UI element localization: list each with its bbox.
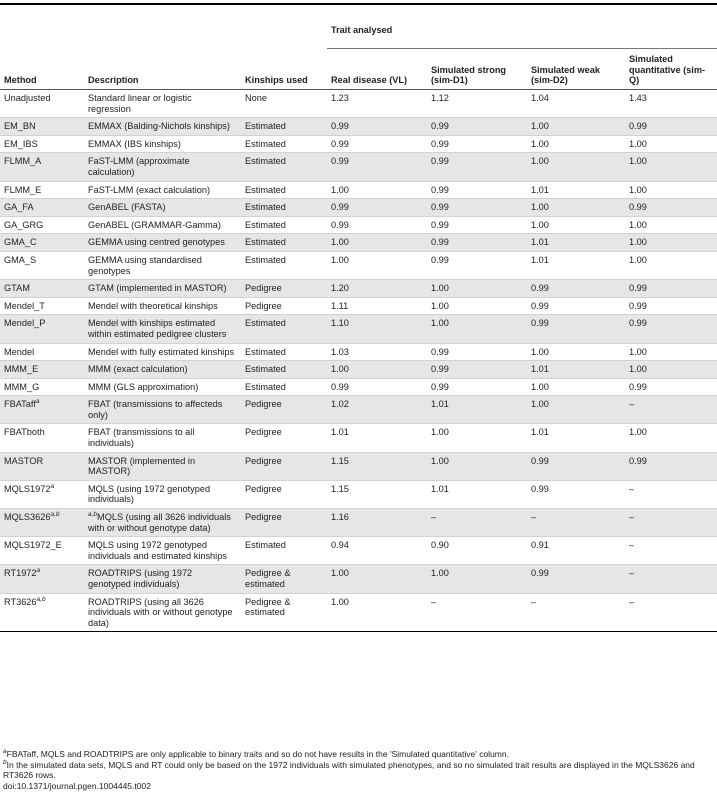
sim-strong-cell: 1.00 [427, 424, 527, 452]
footnote-b: $^b$In the simulated data sets, MQLS and RT could only be based on the 1972 individuals with simulated phenotypes, and so no simulated trait results are displayed in the MQLS3626 and RT3626 rows. [3, 758, 695, 781]
real-disease-cell: 1.00 [327, 234, 427, 252]
method-cell: GTAM [0, 280, 84, 298]
table-row [0, 565, 717, 593]
sim-quantitative-cell: 1.00 [625, 153, 717, 181]
sim-weak-cell: 1.04 [527, 90, 625, 118]
col-header-sim-quantitative: Simulated quantitative (sim-Q) [625, 49, 717, 90]
sim-weak-cell: 1.00 [527, 118, 625, 136]
kinships-cell: Pedigree [241, 509, 327, 537]
sim-quantitative-cell: 1.43 [625, 90, 717, 118]
kinships-cell: Estimated [241, 153, 327, 181]
description-cell: GEMMA using centred genotypes [84, 234, 241, 252]
sim-quantitative-cell: – [625, 593, 717, 632]
sim-weak-cell: 1.00 [527, 343, 625, 361]
sim-quantitative-cell: 1.00 [625, 135, 717, 153]
description-cell: EMMAX (Balding-Nichols kinships) [84, 118, 241, 136]
table-row [0, 315, 717, 343]
footnote-a: $^a$FBATaff, MQLS and ROADTRIPS are only applicable to binary traits and so do not have results in the 'Simulated quantitative' column. [3, 748, 509, 759]
table-row [0, 378, 717, 396]
sim-strong-cell: 1.00 [427, 565, 527, 593]
real-disease-cell: 1.00 [327, 361, 427, 379]
table-row [0, 509, 717, 537]
sim-quantitative-cell: 0.99 [625, 280, 717, 298]
sim-weak-cell: 1.01 [527, 251, 625, 279]
kinships-cell: Pedigree & estimated [241, 565, 327, 593]
footnotes [3, 749, 715, 791]
sim-quantitative-cell: – [625, 565, 717, 593]
description-cell: Standard linear or logistic regression [84, 90, 241, 118]
sim-strong-cell: 1.00 [427, 297, 527, 315]
description-cell: GenABEL (GRAMMAR-Gamma) [84, 216, 241, 234]
real-disease-cell: 0.99 [327, 135, 427, 153]
sim-weak-cell: 1.00 [527, 378, 625, 396]
kinships-cell: Pedigree [241, 280, 327, 298]
kinships-cell: Estimated [241, 537, 327, 565]
sim-weak-cell: 0.99 [527, 297, 625, 315]
sim-weak-cell: 1.00 [527, 153, 625, 181]
method-cell: MQLS1972$^a$ [0, 480, 84, 508]
kinships-cell: Estimated [241, 361, 327, 379]
real-disease-cell: 0.99 [327, 118, 427, 136]
real-disease-cell: 1.00 [327, 565, 427, 593]
kinships-cell: Pedigree & estimated [241, 593, 327, 632]
sim-weak-cell: 1.01 [527, 424, 625, 452]
sim-weak-cell: 0.99 [527, 565, 625, 593]
table-row [0, 452, 717, 480]
method-cell: GA_GRG [0, 216, 84, 234]
col-header-sim-strong: Simulated strong (sim-D1) [427, 49, 527, 90]
sim-strong-cell: 0.99 [427, 378, 527, 396]
header-row-group [0, 18, 717, 49]
kinships-cell: Estimated [241, 378, 327, 396]
sim-quantitative-cell: – [625, 509, 717, 537]
real-disease-cell: 1.00 [327, 251, 427, 279]
table-row [0, 396, 717, 424]
sim-strong-cell: 0.99 [427, 118, 527, 136]
sim-quantitative-cell: 1.00 [625, 361, 717, 379]
description-cell: Mendel with fully estimated kinships [84, 343, 241, 361]
sim-strong-cell: 1.12 [427, 90, 527, 118]
sim-quantitative-cell: 1.00 [625, 216, 717, 234]
sim-strong-cell: 1.00 [427, 315, 527, 343]
real-disease-cell: 1.00 [327, 593, 427, 632]
sim-quantitative-cell: 0.99 [625, 118, 717, 136]
trait-analysed-header: Trait analysed [327, 18, 717, 49]
table-body [0, 90, 717, 632]
table-row [0, 153, 717, 181]
results-table [0, 18, 717, 632]
sim-weak-cell: 1.01 [527, 181, 625, 199]
table-row [0, 234, 717, 252]
real-disease-cell: 1.16 [327, 509, 427, 537]
table-row [0, 118, 717, 136]
real-disease-cell: 1.15 [327, 452, 427, 480]
sim-weak-cell: – [527, 509, 625, 537]
sim-weak-cell: 1.00 [527, 199, 625, 217]
sim-strong-cell: 0.99 [427, 361, 527, 379]
method-cell: FBATaff$^a$ [0, 396, 84, 424]
col-header-description: Description [84, 49, 241, 90]
method-cell: Mendel_T [0, 297, 84, 315]
real-disease-cell: 1.15 [327, 480, 427, 508]
real-disease-cell: 0.94 [327, 537, 427, 565]
kinships-cell: Pedigree [241, 480, 327, 508]
col-header-kinships: Kinships used [241, 49, 327, 90]
kinships-cell: Estimated [241, 234, 327, 252]
table-row [0, 297, 717, 315]
sim-strong-cell: – [427, 593, 527, 632]
kinships-cell: Estimated [241, 216, 327, 234]
col-header-method: Method [0, 49, 84, 90]
kinships-cell: None [241, 90, 327, 118]
table-row [0, 181, 717, 199]
table-row [0, 537, 717, 565]
kinships-cell: Pedigree [241, 396, 327, 424]
sim-strong-cell: 0.99 [427, 234, 527, 252]
sim-weak-cell: 1.01 [527, 234, 625, 252]
table-row [0, 251, 717, 279]
real-disease-cell: 1.10 [327, 315, 427, 343]
real-disease-cell: 1.00 [327, 181, 427, 199]
sim-weak-cell: 0.99 [527, 315, 625, 343]
description-cell: FBAT (transmissions to affecteds only) [84, 396, 241, 424]
method-cell: GMA_C [0, 234, 84, 252]
description-cell: ROADTRIPS (using 1972 genotyped individuals) [84, 565, 241, 593]
description-cell: MASTOR (implemented in MASTOR) [84, 452, 241, 480]
sim-quantitative-cell: 1.00 [625, 234, 717, 252]
description-cell: Mendel with theoretical kinships [84, 297, 241, 315]
description-cell: GTAM (implemented in MASTOR) [84, 280, 241, 298]
sim-quantitative-cell: 0.99 [625, 378, 717, 396]
sim-weak-cell: 0.91 [527, 537, 625, 565]
kinships-cell: Estimated [241, 199, 327, 217]
kinships-cell: Estimated [241, 181, 327, 199]
method-cell: MQLS1972_E [0, 537, 84, 565]
sim-strong-cell: 0.99 [427, 135, 527, 153]
table-row [0, 90, 717, 118]
sim-strong-cell: 1.01 [427, 480, 527, 508]
description-cell: FBAT (transmissions to all individuals) [84, 424, 241, 452]
real-disease-cell: 1.02 [327, 396, 427, 424]
col-header-real-disease: Real disease (VL) [327, 49, 427, 90]
method-cell: EM_BN [0, 118, 84, 136]
real-disease-cell: 0.99 [327, 378, 427, 396]
real-disease-cell: 1.01 [327, 424, 427, 452]
sim-quantitative-cell: 0.99 [625, 297, 717, 315]
method-cell: FLMM_A [0, 153, 84, 181]
sim-strong-cell: 0.99 [427, 343, 527, 361]
real-disease-cell: 0.99 [327, 153, 427, 181]
description-cell: $^{a,b}$MQLS (using all 3626 individuals with or without genotype data) [84, 509, 241, 537]
table-row [0, 135, 717, 153]
method-cell: RT1972$^a$ [0, 565, 84, 593]
sim-quantitative-cell: 0.99 [625, 315, 717, 343]
description-cell: MQLS (using 1972 genotyped individuals) [84, 480, 241, 508]
description-cell: FaST-LMM (exact calculation) [84, 181, 241, 199]
sim-strong-cell: – [427, 509, 527, 537]
kinships-cell: Estimated [241, 118, 327, 136]
sim-weak-cell: 1.00 [527, 216, 625, 234]
sim-weak-cell: – [527, 593, 625, 632]
method-cell: EM_IBS [0, 135, 84, 153]
kinships-cell: Estimated [241, 135, 327, 153]
sim-quantitative-cell: 1.00 [625, 424, 717, 452]
table-row [0, 424, 717, 452]
sim-quantitative-cell: – [625, 537, 717, 565]
description-cell: ROADTRIPS (using all 3626 individuals with or without genotype data) [84, 593, 241, 632]
description-cell: MMM (exact calculation) [84, 361, 241, 379]
sim-strong-cell: 1.00 [427, 280, 527, 298]
sim-strong-cell: 0.90 [427, 537, 527, 565]
real-disease-cell: 1.03 [327, 343, 427, 361]
sim-quantitative-cell: 0.99 [625, 199, 717, 217]
sim-strong-cell: 0.99 [427, 153, 527, 181]
kinships-cell: Pedigree [241, 424, 327, 452]
table-row [0, 199, 717, 217]
kinships-cell: Pedigree [241, 297, 327, 315]
sim-weak-cell: 0.99 [527, 452, 625, 480]
method-cell: MASTOR [0, 452, 84, 480]
sim-quantitative-cell: 1.00 [625, 181, 717, 199]
table-row [0, 280, 717, 298]
doi-line: doi:10.1371/journal.pgen.1004445.t002 [3, 780, 151, 791]
method-cell: GA_FA [0, 199, 84, 217]
sim-quantitative-cell: – [625, 480, 717, 508]
sim-strong-cell: 0.99 [427, 216, 527, 234]
table-row [0, 480, 717, 508]
real-disease-cell: 1.23 [327, 90, 427, 118]
table-row [0, 343, 717, 361]
description-cell: MQLS using 1972 genotyped individuals and estimated kinships [84, 537, 241, 565]
sim-weak-cell: 1.00 [527, 396, 625, 424]
real-disease-cell: 0.99 [327, 216, 427, 234]
sim-strong-cell: 0.99 [427, 181, 527, 199]
header-row [0, 49, 717, 90]
method-cell: MQLS3626$^{a,b}$ [0, 509, 84, 537]
kinships-cell: Estimated [241, 251, 327, 279]
method-cell: MMM_G [0, 378, 84, 396]
method-cell: Unadjusted [0, 90, 84, 118]
sim-strong-cell: 1.00 [427, 452, 527, 480]
sim-quantitative-cell: – [625, 396, 717, 424]
sim-strong-cell: 1.01 [427, 396, 527, 424]
sim-quantitative-cell: 1.00 [625, 343, 717, 361]
description-cell: Mendel with kinships estimated within estimated pedigree clusters [84, 315, 241, 343]
sim-quantitative-cell: 1.00 [625, 251, 717, 279]
sim-weak-cell: 0.99 [527, 480, 625, 508]
method-cell: MMM_E [0, 361, 84, 379]
description-cell: MMM (GLS approximation) [84, 378, 241, 396]
description-cell: GEMMA using standardised genotypes [84, 251, 241, 279]
sim-strong-cell: 0.99 [427, 251, 527, 279]
method-cell: RT3626$^{a,b}$ [0, 593, 84, 632]
real-disease-cell: 1.20 [327, 280, 427, 298]
sim-weak-cell: 0.99 [527, 280, 625, 298]
table-row [0, 216, 717, 234]
sim-weak-cell: 1.01 [527, 361, 625, 379]
method-cell: FLMM_E [0, 181, 84, 199]
kinships-cell: Estimated [241, 315, 327, 343]
method-cell: GMA_S [0, 251, 84, 279]
method-cell: FBATboth [0, 424, 84, 452]
description-cell: EMMAX (IBS kinships) [84, 135, 241, 153]
table-row [0, 593, 717, 632]
kinships-cell: Pedigree [241, 452, 327, 480]
method-cell: Mendel [0, 343, 84, 361]
real-disease-cell: 0.99 [327, 199, 427, 217]
description-cell: GenABEL (FASTA) [84, 199, 241, 217]
real-disease-cell: 1.11 [327, 297, 427, 315]
kinships-cell: Estimated [241, 343, 327, 361]
top-rule [0, 3, 717, 5]
sim-quantitative-cell: 0.99 [625, 452, 717, 480]
sim-weak-cell: 1.00 [527, 135, 625, 153]
description-cell: FaST-LMM (approximate calculation) [84, 153, 241, 181]
table-row [0, 361, 717, 379]
sim-strong-cell: 0.99 [427, 199, 527, 217]
method-cell: Mendel_P [0, 315, 84, 343]
col-header-sim-weak: Simulated weak (sim-D2) [527, 49, 625, 90]
